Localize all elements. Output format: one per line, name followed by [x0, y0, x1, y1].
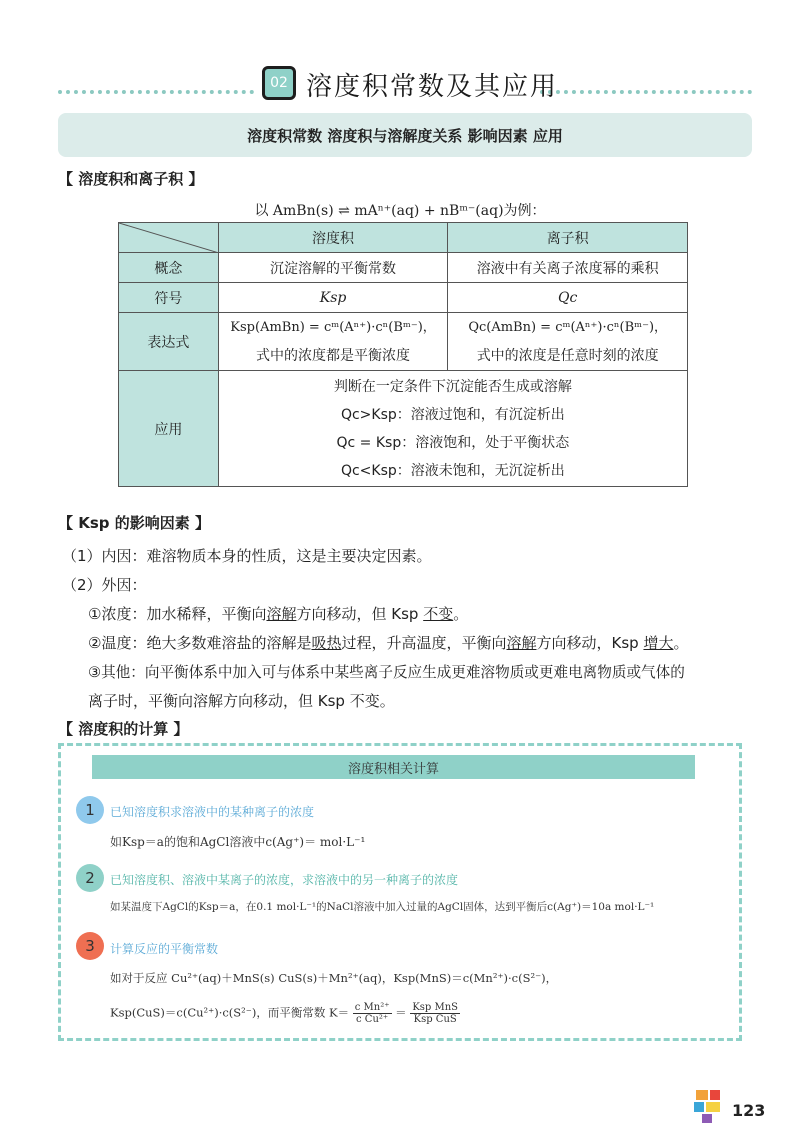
external-factor-line: （2）外因：: [62, 576, 147, 594]
fraction-c: [353, 1002, 392, 1025]
other-factor-line-cont: 离子时，平衡向溶解方向移动，但 Ksp 不变。: [88, 692, 395, 710]
row-label-symbol: 符号: [119, 283, 219, 313]
step-1-example: 如Ksp＝a的饱和AgCl溶液中c(Ag⁺)＝ mol·L⁻¹: [110, 835, 366, 849]
temperature-line: [88, 632, 688, 653]
publisher-logo-icon: [692, 1088, 726, 1124]
equilibrium-caption: 以 AmBn(s) ⇌ mAⁿ⁺(aq) + nBᵐ⁻(aq)为例：: [254, 203, 546, 219]
fraction-ksp: [410, 1002, 460, 1025]
cell-qc-expression: [448, 313, 688, 371]
application-line: Qc = Ksp：溶液饱和，处于平衡状态: [336, 434, 570, 451]
heading-ksp-calculation: 【 溶度积的计算 】: [58, 720, 189, 738]
table-header-ksp: 溶度积: [218, 223, 448, 253]
row-label-expression: 表达式: [119, 313, 219, 371]
other-factor-line: ③其他：向平衡体系中加入可与体系中某些离子反应生成更难溶物质或更难电离物质或气体的: [88, 664, 685, 681]
fraction-numerator: c Mn²⁺: [354, 1002, 390, 1013]
text-span: 。: [453, 605, 469, 623]
cell-qc-symbol: Qc: [448, 283, 688, 313]
comparison-table: [118, 222, 688, 487]
step-3-example-line1: 如对于反应 Cu²⁺(aq)＋MnS(s) CuS(s)＋Mn²⁺(aq)，Ksp(MnS)＝c(Mn²⁺)·c(S²⁻)，: [110, 971, 558, 985]
internal-factor-line: （1）内因：难溶物质本身的性质，这是主要决定因素。: [62, 547, 432, 565]
application-line: Qc<Ksp：溶液未饱和，无沉淀析出: [340, 462, 565, 479]
header-dotted-rule-left: [58, 90, 254, 94]
underlined-answer: 吸热: [311, 634, 342, 652]
cell-qc-concept: 溶液中有关离子浓度幂的乘积: [448, 253, 688, 283]
qc-expression-formula: Qc(AmBn) = cᵐ(Aⁿ⁺)·cⁿ(Bᵐ⁻)，: [468, 319, 668, 335]
text-span: 。: [673, 634, 689, 652]
cell-ksp-expression: [218, 313, 448, 371]
page-number: 123: [732, 1101, 766, 1120]
fraction-numerator: Ksp MnS: [412, 1002, 459, 1013]
step-1-cue: 已知溶度积求溶液中的某种离子的浓度: [110, 805, 315, 819]
underlined-answer: 增大: [643, 634, 674, 652]
section-number-badge: 02: [262, 66, 296, 100]
fraction-denominator: Ksp CuS: [413, 1014, 457, 1025]
table-corner-cell: [119, 223, 219, 253]
step-3-circle: 3: [76, 932, 104, 960]
heading-ksp-and-qc: 【 溶度积和离子积 】: [58, 170, 204, 188]
step-1-circle: 1: [76, 796, 104, 824]
header-dotted-rule-right: [540, 90, 752, 94]
underlined-answer: 不变: [423, 605, 454, 623]
concentration-line: [88, 603, 468, 624]
calculation-box-title: 溶度积相关计算: [92, 755, 695, 779]
step-2-cue: 已知溶度积、溶液中某离子的浓度，求溶液中的另一种离子的浓度: [110, 873, 459, 887]
equals-sign: ＝: [395, 1005, 407, 1020]
cell-ksp-concept: 沉淀溶解的平衡常数: [218, 253, 448, 283]
cell-application: [218, 371, 687, 487]
topic-banner: [58, 113, 752, 157]
step-2-circle: 2: [76, 864, 104, 892]
cell-ksp-symbol: Ksp: [218, 283, 448, 313]
step-3-cue: 计算反应的平衡常数: [110, 942, 219, 956]
heading-ksp-factors: 【 Ksp 的影响因素 】: [58, 514, 210, 532]
fraction-denominator: c Cu²⁺: [356, 1014, 389, 1025]
ksp-expression-formula: Ksp(AmBn) = cᵐ(Aⁿ⁺)·cⁿ(Bᵐ⁻)，: [230, 319, 436, 335]
text-span: Ksp(CuS)＝c(Cu²⁺)·c(S²⁻)，而平衡常数 K＝: [110, 1005, 350, 1020]
underlined-answer: 溶解: [506, 634, 537, 652]
row-label-concept: 概念: [119, 253, 219, 283]
text-span: 方向移动，Ksp: [536, 634, 644, 652]
text-span: ①浓度：加水稀释，平衡向: [88, 605, 267, 623]
ksp-expression-note: 式中的浓度都是平衡浓度: [256, 347, 411, 364]
calculation-box: [58, 743, 742, 1041]
step-2-example: 如某温度下AgCl的Ksp＝a，在0.1 mol·L⁻¹的NaCl溶液中加入过量的AgCl固体，达到平衡后c(Ag⁺)＝10a mol·L⁻¹: [110, 901, 655, 913]
qc-expression-note: 式中的浓度是任意时刻的浓度: [476, 347, 659, 364]
application-line: 判断在一定条件下沉淀能否生成或溶解: [333, 378, 572, 395]
row-label-application: 应用: [119, 371, 219, 487]
application-line: Qc>Ksp：溶液过饱和，有沉淀析出: [340, 406, 565, 423]
table-header-qc: 离子积: [448, 223, 688, 253]
text-span: 过程，升高温度，平衡向: [341, 634, 507, 652]
text-span: ②温度：绝大多数难溶盐的溶解是: [88, 634, 312, 652]
text-span: 方向移动，但 Ksp: [296, 605, 424, 623]
underlined-answer: 溶解: [266, 605, 297, 623]
diagonal-line: [119, 223, 219, 253]
section-title: 溶度积常数及其应用: [306, 72, 559, 102]
topic-banner-text: 溶度积常数 溶度积与溶解度关系 影响因素 应用: [247, 126, 563, 145]
step-3-example-line2: [110, 1002, 460, 1025]
